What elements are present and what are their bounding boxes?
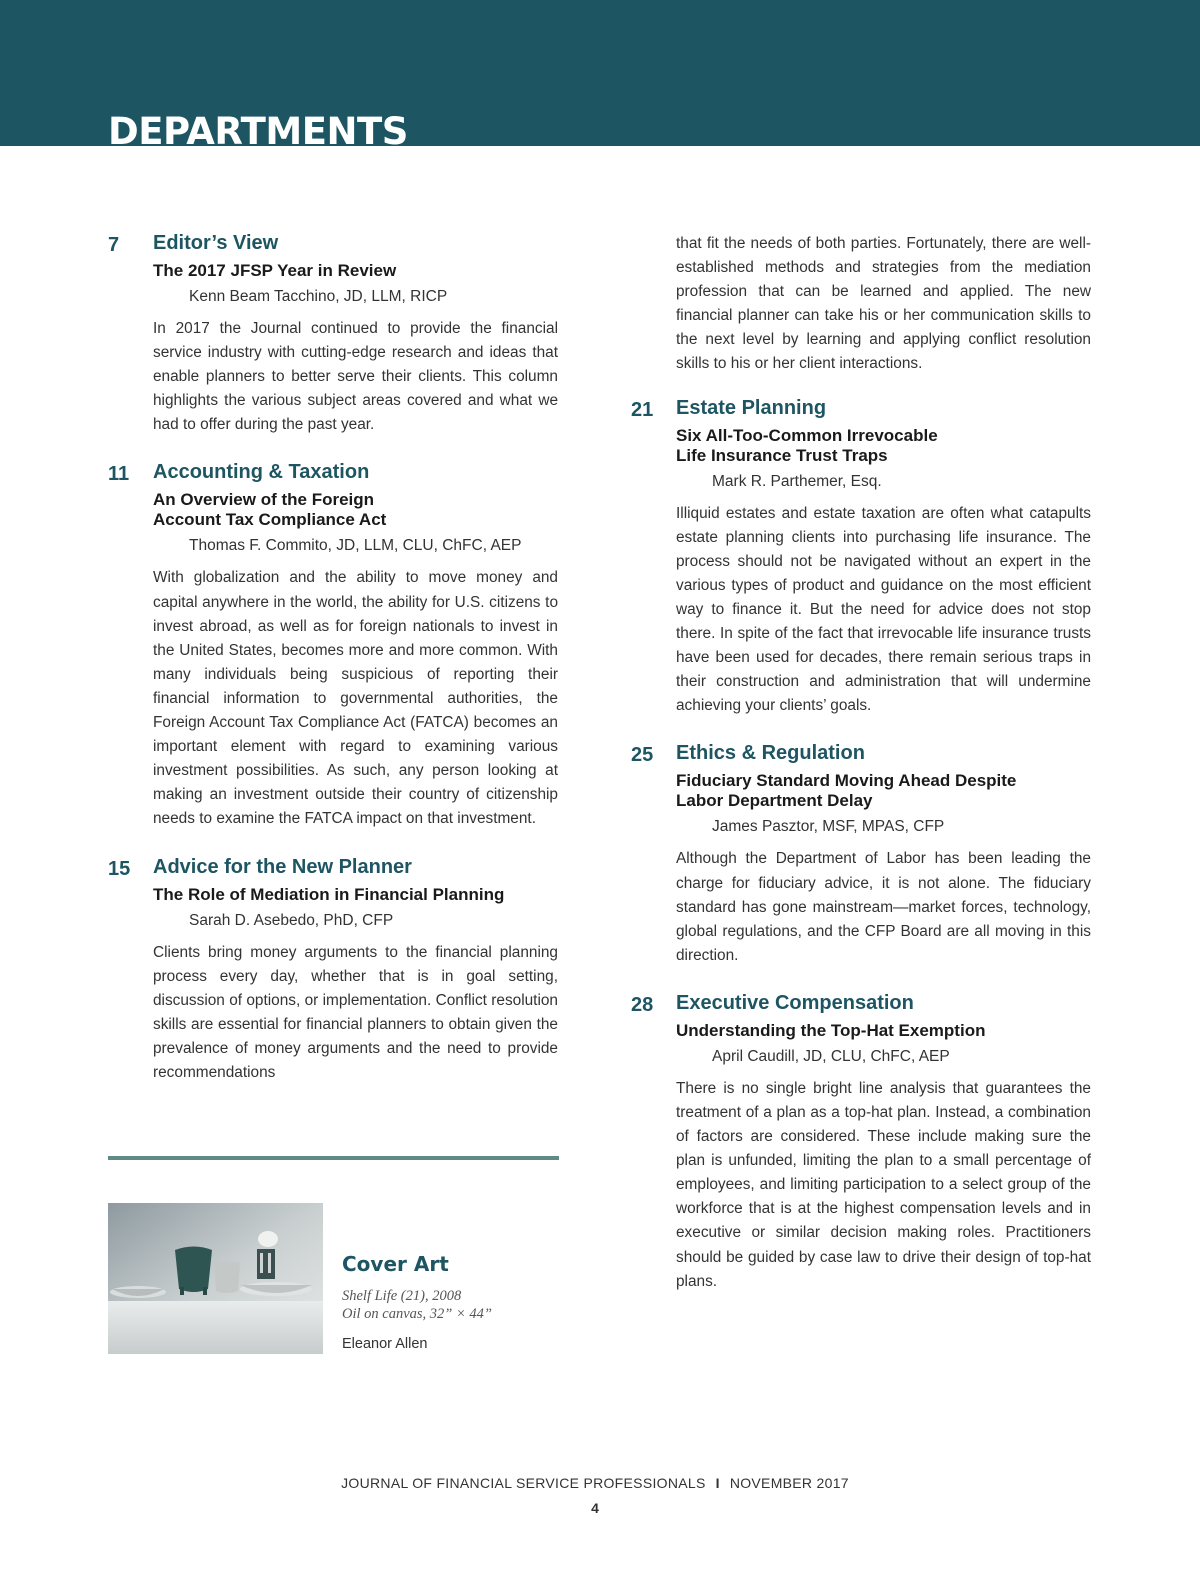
toc-entry-ethics-regulation <box>631 742 1091 967</box>
article-summary: There is no single bright line analysis that guarantees the treatment of a plan as a top-hat plan. Instead, a combination of factors are considered. These include making sure the plan is unfunded, limiting the plan to a small percentage of employees, and limiting participation to a select group of the workforce that is at the highest compensation levels and in executive or similar decision making roles. Practitioners should be guided by case law to drive their design of top-hat plans. <box>676 1079 1091 1290</box>
entry-page-number[interactable]: 28 <box>631 993 654 1016</box>
cover-art-work: Shelf Life (21), 2008 <box>342 1288 462 1304</box>
toc-entry-accounting-taxation <box>108 461 558 831</box>
cover-art-heading: Cover Art <box>342 1252 449 1276</box>
header-banner <box>0 0 1200 146</box>
department-name[interactable]: Editor’s View <box>153 232 279 254</box>
department-name[interactable]: Estate Planning <box>676 396 827 419</box>
toc-entry-executive-compensation <box>631 992 1091 1294</box>
article-summary: Clients bring money arguments to the financial planning process every day, whether that is in goal setting, discussion of options, or implementation. Conflict resolution skills are essential for financial planners to obtain given the prevalence of money arguments and the need to provide recommendations <box>153 943 558 1081</box>
department-name[interactable]: Ethics & Regulation <box>676 742 865 765</box>
left-column <box>108 232 558 1085</box>
article-author: April Caudill, JD, CLU, ChFC, AEP <box>712 1047 950 1065</box>
department-name[interactable]: Executive Compensation <box>676 991 914 1014</box>
article-title: The Role of Mediation in Financial Planning <box>153 884 505 904</box>
article-title: Understanding the Top-Hat Exemption <box>676 1020 986 1040</box>
article-title: The 2017 JFSP Year in Review <box>153 261 397 280</box>
department-name[interactable]: Accounting & Taxation <box>153 461 370 484</box>
article-title: Fiduciary Standard Moving Ahead Despite Labor Department Delay <box>676 771 1017 811</box>
cover-art-artist: Eleanor Allen <box>342 1336 428 1352</box>
article-title: An Overview of the Foreign Account Tax Compliance Act <box>153 490 387 530</box>
entry-page-number[interactable]: 25 <box>631 744 654 767</box>
entry-page-number[interactable]: 7 <box>108 234 120 256</box>
cover-art-medium: Oil on canvas, 32” × 44” <box>342 1306 492 1322</box>
article-summary: Although the Department of Labor has been leading the charge for fiduciary advice, it is not alone. The fiduciary standard has gone mainstream—market forces, technology, global regulations, and the CFP Board are all moving in this direction. <box>676 850 1091 964</box>
toc-entry-advice-new-planner <box>108 856 558 1086</box>
section-divider <box>108 1156 559 1160</box>
article-summary: With globalization and the ability to move money and capital anywhere in the world, the ability for U.S. citizens to invest abroad, as well as for foreign nationals to invest in the United States, becomes more and more common. With many individuals being suspicious of reporting their financial information to governmental authorities, the Foreign Account Tax Compliance Act (FATCA) becomes an important element with regard to examining various investment possibilities. As such, any person looking at making an investment outside their country of citizenship needs to examine the FATCA impact on that investment. <box>153 569 558 828</box>
toc-entry-estate-planning <box>631 397 1091 719</box>
footer-separator: I <box>715 1475 720 1491</box>
article-author: Kenn Beam Tacchino, JD, LLM, RICP <box>189 288 448 305</box>
article-summary: In 2017 the Journal continued to provide the financial service industry with cutting-edge research and ideas that enable planners to better serve their clients. This column highlights the various subject areas covered and what we had to offer during the past year. <box>153 320 558 434</box>
page-title: DEPARTMENTS <box>108 110 408 146</box>
entry-page-number[interactable]: 11 <box>108 463 130 486</box>
right-column <box>631 232 1091 1294</box>
article-author: Sarah D. Asebedo, PhD, CFP <box>189 911 394 929</box>
toc-entry-editors-view <box>108 232 558 437</box>
cover-art-image <box>108 1203 323 1354</box>
footer-date: NOVEMBER 2017 <box>729 1475 849 1491</box>
continued-summary: that fit the needs of both parties. Fortunately, there are well-established methods and strategies from the mediation profession that can be learned and applied. The new financial planner can take his or her communication skills to the next level by learning and applying conflict resolution skills to his or her client interactions. <box>676 235 1091 373</box>
entry-page-number[interactable]: 21 <box>631 398 654 421</box>
article-title: Six All-Too-Common Irrevocable Life Insurance Trust Traps <box>676 425 938 465</box>
page-number: 4 <box>591 1500 599 1516</box>
footer <box>0 1475 1190 1491</box>
article-author: Thomas F. Commito, JD, LLM, CLU, ChFC, AEP <box>189 537 522 555</box>
article-summary: Illiquid estates and estate taxation are often what catapults estate planning clients into purchasing life insurance. The process should not be navigated without an expert in the various types of product and guidance on the most efficient way to finance it. But the need for advice does not stop there. In spite of the fact that irrevocable life insurance trusts have been used for decades, there remain serious traps in their construction and administration that will undermine achieving your clients’ goals. <box>676 504 1091 715</box>
article-author: James Pasztor, MSF, MPAS, CFP <box>712 818 945 836</box>
entry-page-number[interactable]: 15 <box>108 857 131 880</box>
footer-journal: JOURNAL OF FINANCIAL SERVICE PROFESSIONALS <box>341 1475 706 1491</box>
department-name[interactable]: Advice for the New Planner <box>153 855 412 878</box>
article-author: Mark R. Parthemer, Esq. <box>712 472 882 490</box>
